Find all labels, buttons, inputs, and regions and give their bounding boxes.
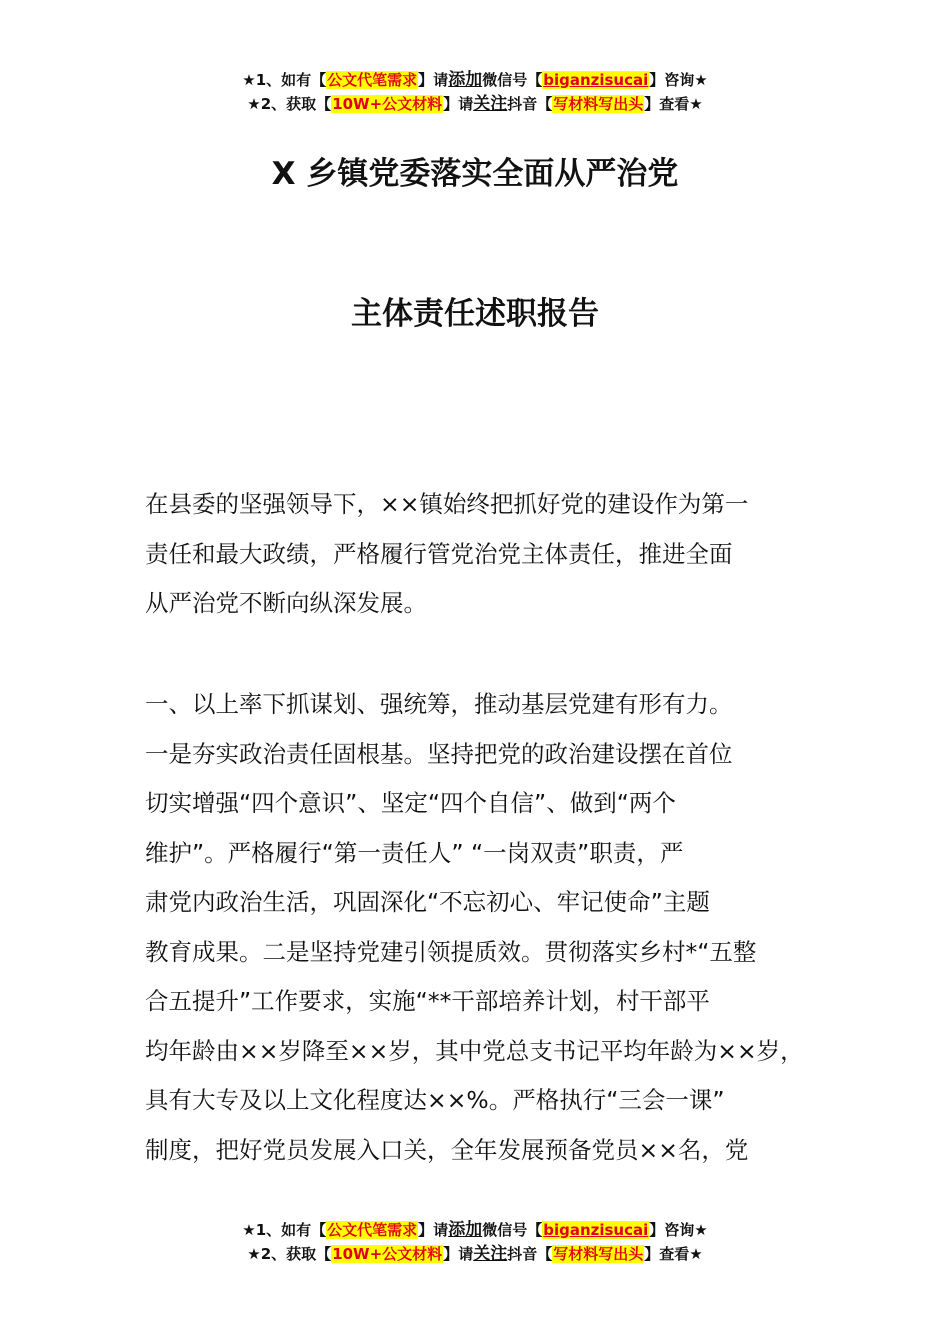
banner-text: 微信号【: [482, 71, 543, 89]
banner-text: 】请: [443, 95, 474, 113]
banner-text: 】咨询★: [649, 1221, 708, 1239]
intro-paragraph: [145, 480, 835, 629]
header-banner: [0, 68, 950, 116]
banner-text: 】查看★: [644, 1245, 703, 1263]
footer-banner: [0, 1218, 950, 1266]
banner-text: 】查看★: [644, 95, 703, 113]
banner-line-2: [0, 1242, 950, 1266]
banner-highlight: 10W+公文材料: [332, 95, 443, 113]
text-line: 从严治党不断向纵深发展。: [145, 589, 427, 617]
banner-text: ★2、获取【: [247, 1245, 332, 1263]
banner-emphasis: 关注: [473, 1244, 508, 1264]
text-line: 切实增强“四个意识”、坚定“四个自信”、做到“两个: [145, 789, 676, 817]
banner-text: 抖音【: [507, 95, 553, 113]
banner-highlight: biganzisucai: [543, 71, 649, 89]
text-line: 维护”。严格履行“第一责任人” “一岗双责”职责，严: [145, 838, 684, 867]
banner-emphasis: 添加: [448, 70, 483, 90]
section-1-paragraph: [145, 680, 835, 1175]
text-line: 在县委的坚强领导下，××镇始终把抓好党的建设作为第一: [145, 490, 749, 518]
banner-text: ★1、如有【: [242, 71, 327, 89]
banner-highlight: 10W+公文材料: [332, 1245, 443, 1263]
banner-highlight: 写材料写出头: [553, 95, 644, 113]
banner-text: 微信号【: [482, 1221, 543, 1239]
banner-text: 抖音【: [507, 1245, 553, 1263]
document-title-line-1: X 乡镇党委落实全面从严治党: [271, 156, 679, 192]
text-line: 合五提升”工作要求，实施“**干部培养计划，村干部平: [145, 987, 710, 1015]
section-heading: 一、以上率下抓谋划、强统筹，推动基层党建有形有力。: [145, 690, 733, 718]
banner-highlight: 写材料写出头: [553, 1245, 644, 1263]
text-line: 均年龄由××岁降至××岁，其中党总支书记平均年龄为××岁，: [145, 1036, 804, 1065]
banner-emphasis: 关注: [473, 94, 508, 114]
banner-text: 】请: [418, 1221, 449, 1239]
document-title-line-2: 主体责任述职报告: [351, 296, 599, 332]
banner-text: 】请: [443, 1245, 474, 1263]
banner-highlight: 公文代笔需求: [327, 1221, 418, 1239]
banner-text: ★1、如有【: [242, 1221, 327, 1239]
text-line: 教育成果。二是坚持党建引领提质效。贯彻落实乡村*“五整: [145, 937, 757, 966]
text-line: 肃党内政治生活，巩固深化“不忘初心、牢记使命”主题: [145, 888, 710, 916]
banner-highlight: biganzisucai: [543, 1221, 649, 1239]
text-line: 责任和最大政绩，严格履行管党治党主体责任，推进全面: [145, 539, 733, 568]
text-line: 制度，把好党员发展入口关，全年发展预备党员××名，党: [145, 1135, 749, 1164]
banner-line-1: [0, 1218, 950, 1242]
banner-highlight: 公文代笔需求: [327, 71, 418, 89]
banner-text: 】咨询★: [649, 71, 708, 89]
banner-emphasis: 添加: [448, 1220, 483, 1240]
banner-line-2: [0, 92, 950, 116]
text-line: 一是夯实政治责任固根基。坚持把党的政治建设摆在首位: [145, 739, 733, 768]
banner-line-1: [0, 68, 950, 92]
banner-text: ★2、获取【: [247, 95, 332, 113]
banner-text: 】请: [418, 71, 449, 89]
text-line: 具有大专及以上文化程度达××%。严格执行“三会一课”: [145, 1086, 725, 1114]
